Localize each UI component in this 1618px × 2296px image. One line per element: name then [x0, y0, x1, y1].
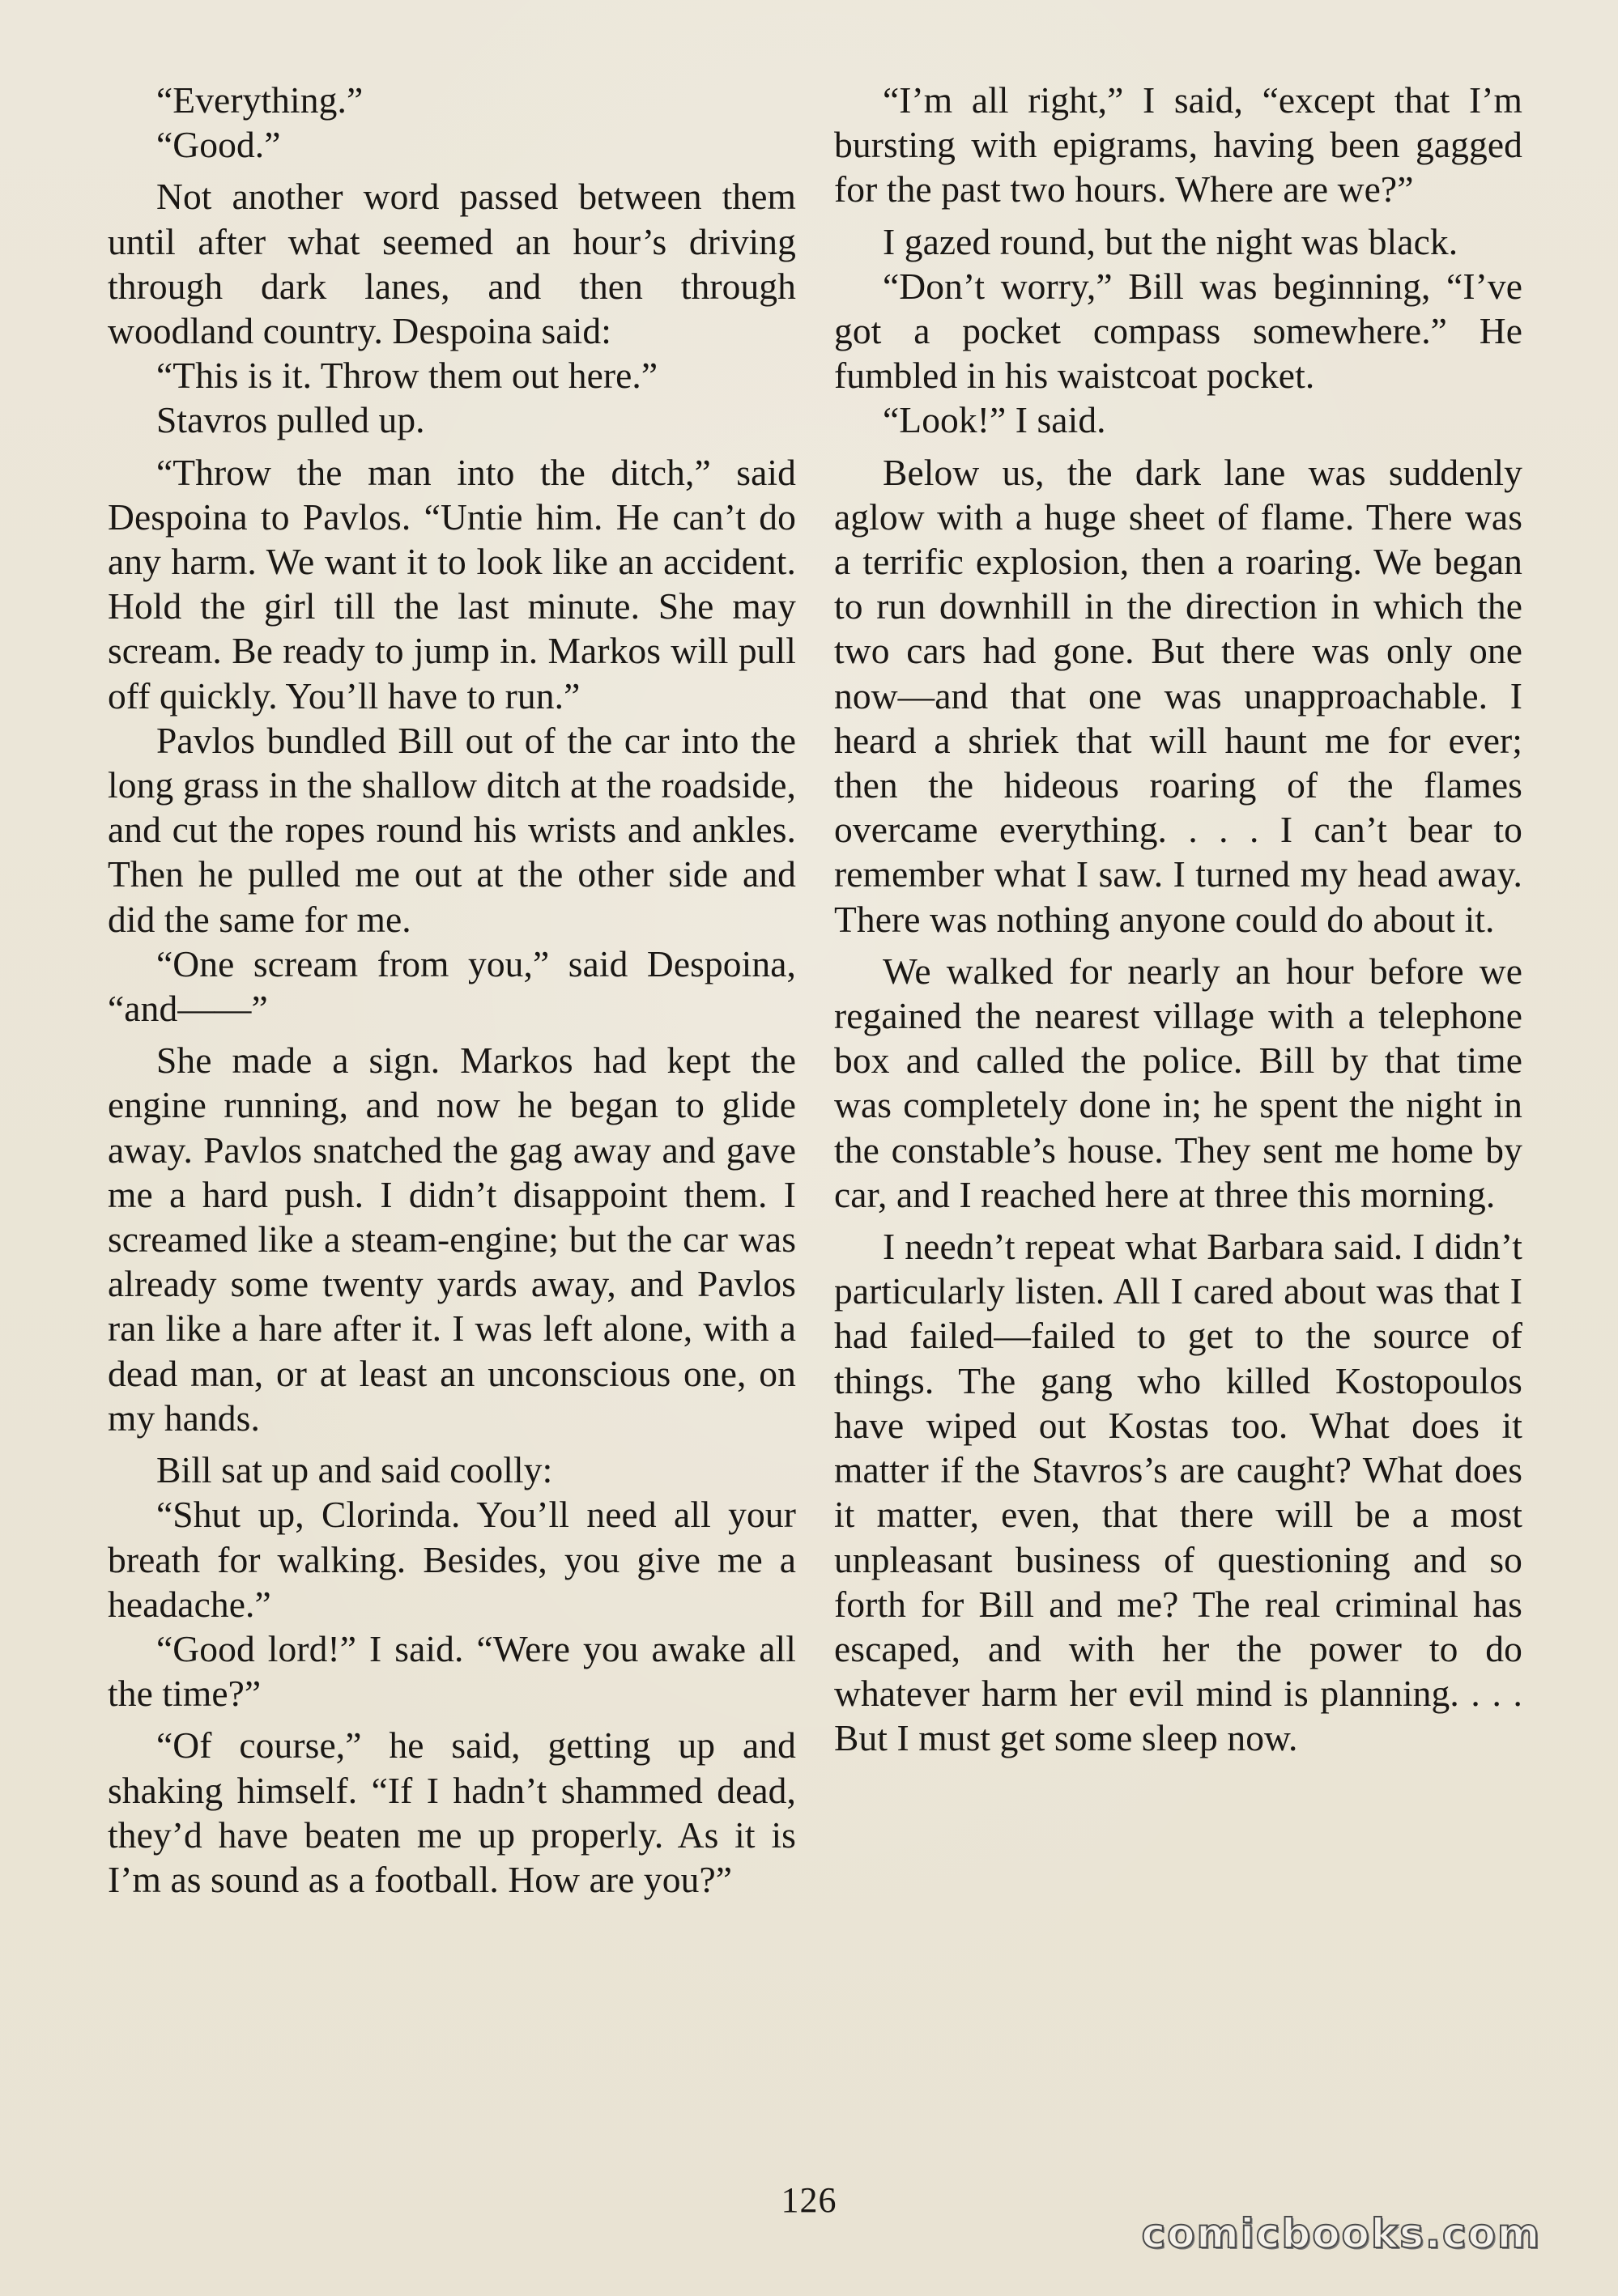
paragraph: She made a sign. Markos had kept the engine running, and now he began to glide away. Pavlos snatched the gag away and gave me a hard push. I didn’t disappoint them. I screamed like a steam-engine; but the car was already some twenty yards away, and Pavlos ran like a hare after it. I was left alone, with a dead man, or at least an unconscious one, on my hands.	[108, 1040, 796, 1439]
paragraph: Bill sat up and said coolly:	[156, 1449, 553, 1491]
paragraph: “I’m all right,” I said, “except that I’m bursting with epigrams, having been gagged for the past two hours. Where are we?”	[834, 79, 1522, 210]
paragraph: I gazed round, but the night was black.	[883, 220, 1458, 262]
left-text-column	[108, 78, 796, 1902]
paragraph: “Good lord!” I said. “Were you awake all the time?”	[108, 1627, 796, 1715]
paragraph: We walked for nearly an hour before we regained the nearest village with a telephone box and called the police. Bill by that time was completely done in; he spent the night in the constable’s house. They sent me home by car, and I reached here at three this morning.	[834, 950, 1522, 1215]
paragraph: “Don’t worry,” Bill was beginning, “I’ve got a pocket compass somewhere.” He fumbled in his waistcoat pocket.	[834, 265, 1522, 397]
paragraph: “Of course,” he said, getting up and shaking himself. “If I hadn’t shammed dead, they’d have beaten me up properly. As it is I’m as sound as a football. How are you?”	[108, 1724, 796, 1900]
paragraph: “Shut up, Clorinda. You’ll need all your breath for walking. Besides, you give me a headache.”	[108, 1494, 796, 1625]
paragraph: Below us, the dark lane was suddenly aglow with a huge sheet of flame. There was a terrific explosion, then a roaring. We began to run downhill in the direction in which the two cars had gone. But there was only one now—and that one was unapproachable. I heard a shriek that will haunt me for ever; then the hideous roaring of the flames overcame everything. . . . I can’t bear to remember what I saw. I turned my head away. There was nothing anyone could do about it.	[834, 451, 1522, 940]
paragraph: “One scream from you,” said Despoina, “and——”	[108, 942, 796, 1030]
watermark: comicbooks.com	[1141, 2210, 1541, 2257]
paragraph: Pavlos bundled Bill out of the car into the long grass in the shallow ditch at the roadside, and cut the ropes round his wrists and ankles. Then he pulled me out at the other side and did the same for me.	[108, 719, 796, 940]
right-text-column	[834, 78, 1522, 1761]
paragraph: “Good.”	[156, 124, 281, 166]
paragraph: “Look!” I said.	[883, 399, 1106, 441]
paragraph: “Everything.”	[156, 79, 364, 121]
paragraph: I needn’t repeat what Barbara said. I didn’t particularly listen. All I cared about was that I had failed—failed to get to the source of things. The gang who killed Kostopoulos have wiped out Kostas too. What does it matter if the Stavros’s are caught? What does it matter, even, that there will be a most unpleasant business of questioning and so forth for Bill and me? The real criminal has escaped, and with her the power to do whatever harm her evil mind is planning. . . . But I must get some sleep now.	[834, 1226, 1522, 1759]
paragraph: Not another word passed between them until after what seemed an hour’s driving through dark lanes, and then through woodland country. Despoina said:	[108, 176, 796, 352]
page-number: 126	[781, 2180, 837, 2220]
paragraph: “This is it. Throw them out here.”	[156, 355, 658, 397]
paragraph: “Throw the man into the ditch,” said Despoina to Pavlos. “Untie him. He can’t do any harm. We want it to look like an accident. Hold the girl till the last minute. She may scream. Be ready to jump in. Markos will pull off quickly. You’ll have to run.”	[108, 451, 796, 716]
paragraph: Stavros pulled up.	[156, 399, 425, 441]
